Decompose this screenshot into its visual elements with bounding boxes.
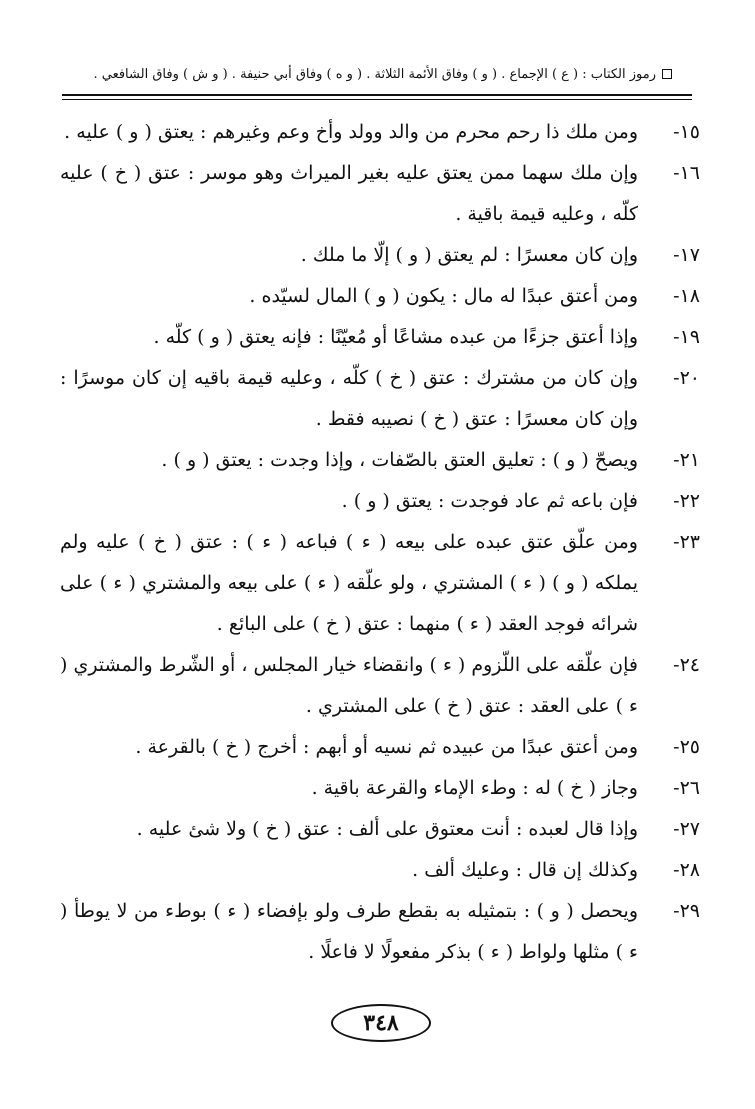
item-text: ومن أعتق عبدًا له مال : يكون ( و ) المال لسيّده . bbox=[249, 285, 638, 307]
list-item bbox=[60, 235, 700, 276]
numbered-list bbox=[60, 112, 700, 973]
item-text: وإذا أعتق جزءًا من عبده مشاعًا أو مُعيّنًا : فإنه يعتق ( و ) كلّه . bbox=[153, 326, 638, 348]
item-text: ومن أعتق عبدًا من عبيده ثم نسيه أو أبهم : أخرج ( خ ) بالقرعة . bbox=[135, 736, 638, 758]
item-number: ١٧- bbox=[673, 244, 700, 266]
list-item bbox=[60, 358, 700, 440]
list-item bbox=[60, 891, 700, 973]
list-item bbox=[60, 317, 700, 358]
square-bullet-icon bbox=[662, 69, 672, 79]
item-text: ومن ملك ذا رحم محرم من والد وولد وأخ وعم وغيرهم : يعتق ( و ) عليه . bbox=[64, 121, 638, 143]
item-text: وجاز ( خ ) له : وطء الإماء والقرعة باقية . bbox=[311, 777, 638, 799]
running-header bbox=[92, 60, 672, 88]
page-number: ٣٤٨ bbox=[363, 1010, 399, 1036]
list-item bbox=[60, 727, 700, 768]
item-number: ٢٣- bbox=[673, 531, 700, 553]
item-text: فإن باعه ثم عاد فوجدت : يعتق ( و ) . bbox=[341, 490, 638, 512]
item-number: ٢١- bbox=[673, 449, 700, 471]
item-text: وإن ملك سهما ممن يعتق عليه بغير الميراث وهو موسر : عتق ( خ ) عليه كلّه ، وعليه قيمة باقية . bbox=[60, 162, 638, 225]
item-text: وإذا قال لعبده : أنت معتوق على ألف : عتق ( خ ) ولا شئ عليه . bbox=[136, 818, 638, 840]
list-item bbox=[60, 768, 700, 809]
item-text: وإن كان من مشترك : عتق ( خ ) كلّه ، وعليه قيمة باقيه إن كان موسرًا : وإن كان معسرًا : عتق ( خ ) نصيبه فقط . bbox=[60, 367, 638, 430]
header-text: رموز الكتاب : ( ع ) الإجماع . ( و ) وفاق الأئمة الثلاثة . ( و ه ) وفاق أبي حنيفة . ( و ش ) وفاق الشافعي . bbox=[93, 66, 656, 82]
item-number: ١٦- bbox=[673, 162, 700, 184]
item-text: ويحصل ( و ) : بتمثيله به بقطع طرف ولو بإفضاء ( ء ) بوطء من لا يوطأ ( ء ) مثلها ولواط ( ء ) بذكر مفعولًا لا فاعلًا . bbox=[60, 900, 638, 963]
list-item bbox=[60, 440, 700, 481]
item-text: وإن كان معسرًا : لم يعتق ( و ) إلّا ما ملك . bbox=[300, 244, 638, 266]
header-rule-thin bbox=[62, 99, 692, 100]
header-rule bbox=[62, 94, 692, 96]
item-number: ٢٩- bbox=[673, 900, 700, 922]
item-number: ٢٠- bbox=[673, 367, 700, 389]
list-item bbox=[60, 112, 700, 153]
page-number-badge bbox=[331, 1004, 431, 1042]
list-item bbox=[60, 645, 700, 727]
item-number: ١٩- bbox=[673, 326, 700, 348]
list-item bbox=[60, 481, 700, 522]
item-number: ٢٥- bbox=[673, 736, 700, 758]
item-number: ٢٢- bbox=[673, 490, 700, 512]
list-item bbox=[60, 153, 700, 235]
item-number: ٢٤- bbox=[673, 654, 700, 676]
item-number: ١٥- bbox=[673, 121, 700, 143]
list-item bbox=[60, 276, 700, 317]
item-number: ٢٧- bbox=[673, 818, 700, 840]
item-number: ٢٦- bbox=[673, 777, 700, 799]
item-text: فإن علّقه على اللّزوم ( ء ) وانقضاء خيار المجلس ، أو الشّرط والمشتري ( ء ) على العقد : عتق ( خ ) على المشتري . bbox=[60, 654, 638, 717]
item-text: ويصحّ ( و ) : تعليق العتق بالصّفات ، وإذا وجدت : يعتق ( و ) . bbox=[161, 449, 638, 471]
list-item bbox=[60, 522, 700, 645]
list-item bbox=[60, 809, 700, 850]
item-text: ومن علّق عتق عبده على بيعه ( ء ) فباعه ( ء ) : عتق ( خ ) عليه ولم يملكه ( و ) ( ء ) المشتري ، ولو علّقه ( ء ) على بيعه والمشتري ( ء ) على شرائه فوجد العقد ( ء ) منهما : عتق ( خ ) على البائع . bbox=[60, 531, 638, 635]
item-text: وكذلك إن قال : وعليك ألف . bbox=[412, 859, 638, 881]
list-item bbox=[60, 850, 700, 891]
item-number: ١٨- bbox=[673, 285, 700, 307]
item-number: ٢٨- bbox=[673, 859, 700, 881]
